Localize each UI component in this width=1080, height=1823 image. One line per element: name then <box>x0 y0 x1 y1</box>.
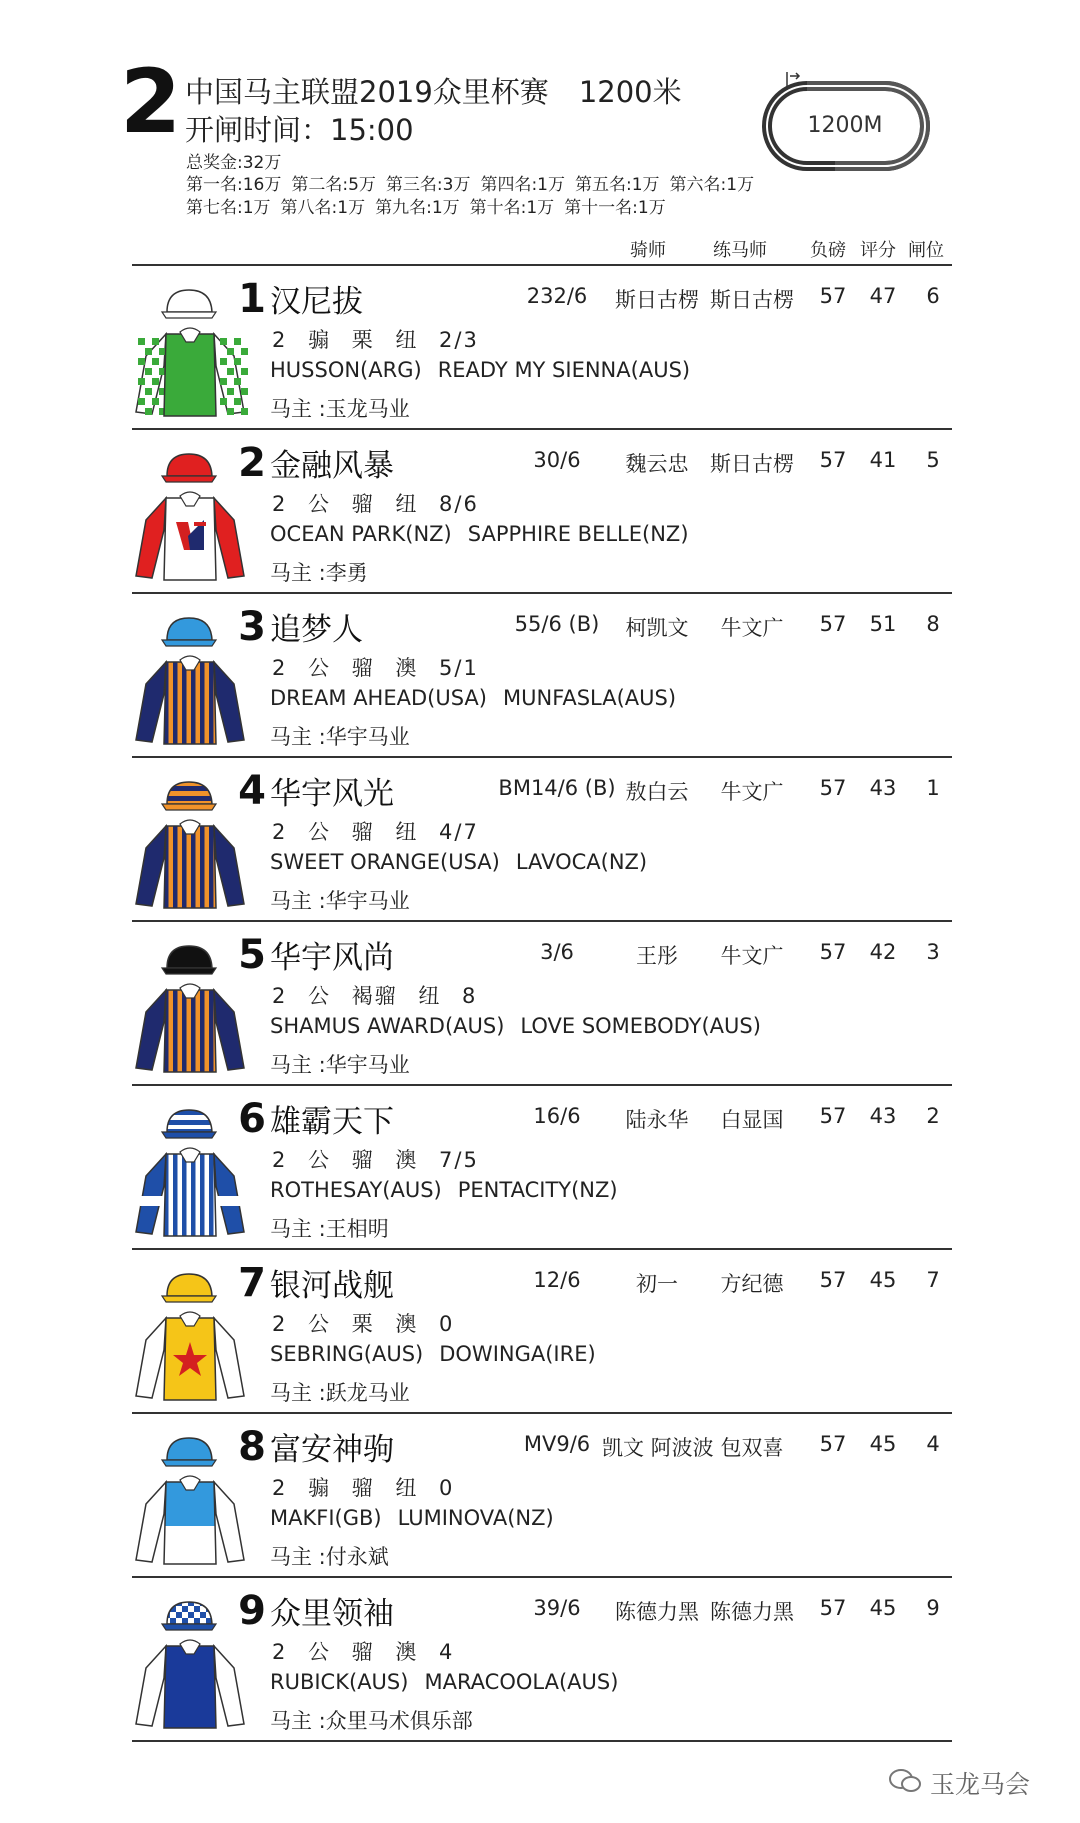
col-load: 负磅 <box>810 240 846 261</box>
horse-row <box>132 1086 952 1250</box>
horse-weight-rating: MV9/6 <box>523 1432 591 1456</box>
prize-item: 第三名:3万 <box>385 175 471 195</box>
load-weight: 57 <box>819 1104 847 1128</box>
horse-number: 7 <box>238 1260 266 1306</box>
draw: 9 <box>926 1596 940 1620</box>
prize-item: 第八名:1万 <box>280 198 366 218</box>
pedigree <box>270 1506 554 1530</box>
load-weight: 57 <box>819 448 847 472</box>
draw: 6 <box>926 284 940 308</box>
horse-info: 2 公 骝 澳 7/5 <box>272 1148 479 1172</box>
owner: 马主 :付永斌 <box>270 1545 389 1569</box>
rating: 47 <box>869 284 897 308</box>
track-diagram <box>735 68 955 183</box>
horse-name: 众里领袖 <box>270 1596 394 1632</box>
horse-number: 9 <box>238 1588 266 1634</box>
dam: LAVOCA(NZ) <box>515 850 648 874</box>
horse-name: 富安神驹 <box>270 1432 394 1468</box>
sire: OCEAN PARK(NZ) <box>270 522 452 546</box>
col-draw: 闸位 <box>908 240 944 261</box>
owner: 马主 :跃龙马业 <box>270 1381 410 1405</box>
col-rating: 评分 <box>860 240 896 261</box>
trainer-name: 陈德力黑 <box>710 1600 794 1624</box>
jockey-name: 魏云忠 <box>625 452 689 476</box>
horse-row <box>132 430 952 594</box>
owner: 马主 :王相明 <box>270 1217 389 1241</box>
horse-number: 3 <box>238 604 266 650</box>
horse-info: 2 公 骝 纽 8/6 <box>272 492 479 516</box>
pedigree <box>270 850 647 874</box>
horse-row <box>132 594 952 758</box>
horse-weight-rating: 39/6 <box>533 1596 581 1620</box>
horse-row <box>132 758 952 922</box>
race-title-line <box>185 70 682 111</box>
draw: 1 <box>926 776 940 800</box>
horse-row <box>132 1414 952 1578</box>
pedigree <box>270 1178 618 1202</box>
horse-name: 追梦人 <box>270 612 363 648</box>
horse-name: 银河战舰 <box>270 1268 394 1304</box>
start-time: 开闸时间：15:00 <box>185 113 414 147</box>
prize-line-2 <box>186 193 676 218</box>
horse-name: 金融风暴 <box>270 448 394 484</box>
owner: 马主 :玉龙马业 <box>270 397 410 421</box>
col-jockey: 骑师 <box>630 240 666 261</box>
pedigree <box>270 686 676 710</box>
horse-number: 5 <box>238 932 266 978</box>
jockey-name: 初一 <box>636 1272 678 1296</box>
horse-info: 2 公 褐骝 纽 8 <box>272 984 478 1008</box>
horse-name: 华宇风光 <box>270 776 394 812</box>
trainer-name: 牛文广 <box>720 780 784 804</box>
trainer-name: 牛文广 <box>720 944 784 968</box>
load-weight: 57 <box>819 776 847 800</box>
rating: 51 <box>869 612 897 636</box>
row-divider <box>132 1740 952 1742</box>
pedigree <box>270 1342 596 1366</box>
jockey-name: 陈德力黑 <box>615 1600 699 1624</box>
draw: 4 <box>926 1432 940 1456</box>
horse-info: 2 公 骝 澳 4 <box>272 1640 455 1664</box>
draw: 5 <box>926 448 940 472</box>
sire: ROTHESAY(AUS) <box>270 1178 442 1202</box>
horse-info: 2 公 栗 澳 0 <box>272 1312 455 1336</box>
jockey-name: 凯文 阿波波 <box>602 1436 714 1460</box>
dam: LOVE SOMEBODY(AUS) <box>520 1014 761 1038</box>
sire: SEBRING(AUS) <box>270 1342 424 1366</box>
load-weight: 57 <box>819 1596 847 1620</box>
horse-weight-rating: 12/6 <box>533 1268 581 1292</box>
dam: MUNFASLA(AUS) <box>503 686 677 710</box>
horse-name: 汉尼拔 <box>270 284 363 320</box>
prize-item: 第四名:1万 <box>480 175 565 195</box>
load-weight: 57 <box>819 612 847 636</box>
load-weight: 57 <box>819 284 847 308</box>
horse-row <box>132 922 952 1086</box>
owner: 马主 :华宇马业 <box>270 889 410 913</box>
horse-name: 雄霸天下 <box>270 1104 394 1140</box>
horse-row <box>132 1578 952 1742</box>
horse-weight-rating: BM14/6 (B) <box>498 776 616 800</box>
prize-item: 第五名:1万 <box>575 175 660 195</box>
rating: 43 <box>869 1104 897 1128</box>
pedigree <box>270 358 690 382</box>
prize-item: 第十一名:1万 <box>564 198 666 218</box>
rating: 43 <box>869 776 897 800</box>
sire: DREAM AHEAD(USA) <box>270 686 487 710</box>
horse-row <box>132 1250 952 1414</box>
draw: 3 <box>926 940 940 964</box>
dam: SAPPHIRE BELLE(NZ) <box>467 522 689 546</box>
rating: 41 <box>869 448 897 472</box>
prize-item: 第二名:5万 <box>291 175 376 195</box>
load-weight: 57 <box>819 1268 847 1292</box>
sire: RUBICK(AUS) <box>270 1670 409 1694</box>
horse-number: 8 <box>238 1424 266 1470</box>
track-label: 1200M <box>807 113 883 138</box>
trainer-name: 方纪德 <box>720 1272 784 1296</box>
race-title: 中国马主联盟2019众里杯赛 <box>185 75 549 109</box>
prize-item: 第十名:1万 <box>469 198 555 218</box>
rating: 45 <box>869 1432 897 1456</box>
trainer-name: 白显国 <box>720 1108 784 1132</box>
draw: 2 <box>926 1104 940 1128</box>
horse-info: 2 公 骝 纽 4/7 <box>272 820 479 844</box>
col-trainer: 练马师 <box>713 240 767 261</box>
draw: 8 <box>926 612 940 636</box>
jockey-name: 柯凯文 <box>625 616 689 640</box>
pedigree <box>270 522 689 546</box>
jockey-name: 斯日古楞 <box>615 288 699 312</box>
draw: 7 <box>926 1268 940 1292</box>
trainer-name: 牛文广 <box>720 616 784 640</box>
trainer-name: 斯日古楞 <box>710 452 794 476</box>
load-weight: 57 <box>819 940 847 964</box>
prize-line-1 <box>186 170 764 195</box>
pedigree <box>270 1014 761 1038</box>
dam: PENTACITY(NZ) <box>457 1178 618 1202</box>
dam: LUMINOVA(NZ) <box>397 1506 554 1530</box>
horse-info: 2 骟 骝 纽 0 <box>272 1476 455 1500</box>
race-number: 2 <box>120 50 182 153</box>
horse-row <box>132 266 952 430</box>
rating: 42 <box>869 940 897 964</box>
jockey-name: 陆永华 <box>625 1108 689 1132</box>
dam: DOWINGA(IRE) <box>439 1342 596 1366</box>
jockey-name: 敖白云 <box>625 780 689 804</box>
horse-weight-rating: 55/6 (B) <box>514 612 600 636</box>
prize-item: 第一名:16万 <box>186 175 282 195</box>
sire: MAKFI(GB) <box>270 1506 382 1530</box>
load-weight: 57 <box>819 1432 847 1456</box>
sire: HUSSON(ARG) <box>270 358 422 382</box>
trainer-name: 斯日古楞 <box>710 288 794 312</box>
race-distance: 1200米 <box>578 75 682 109</box>
dam: MARACOOLA(AUS) <box>424 1670 619 1694</box>
rating: 45 <box>869 1268 897 1292</box>
owner: 马主 :华宇马业 <box>270 725 410 749</box>
trainer-name: 包双喜 <box>720 1436 784 1460</box>
horse-number: 4 <box>238 768 266 814</box>
dam: READY MY SIENNA(AUS) <box>437 358 691 382</box>
sire: SHAMUS AWARD(AUS) <box>270 1014 505 1038</box>
prize-item: 第六名:1万 <box>669 175 755 195</box>
horse-name: 华宇风尚 <box>270 940 394 976</box>
sire: SWEET ORANGE(USA) <box>270 850 500 874</box>
horse-number: 2 <box>238 440 266 486</box>
prize-item: 第九名:1万 <box>375 198 460 218</box>
horse-number: 1 <box>238 276 266 322</box>
horse-weight-rating: 232/6 <box>526 284 588 308</box>
owner: 马主 :众里马术俱乐部 <box>270 1709 473 1733</box>
horse-weight-rating: 16/6 <box>533 1104 581 1128</box>
prize-total: 总奖金:32万 <box>186 153 282 173</box>
owner: 马主 :李勇 <box>270 561 368 585</box>
pedigree <box>270 1670 618 1694</box>
owner: 马主 :华宇马业 <box>270 1053 410 1077</box>
prize-item: 第七名:1万 <box>186 198 271 218</box>
rating: 45 <box>869 1596 897 1620</box>
jockey-name: 王彤 <box>636 944 678 968</box>
horse-number: 6 <box>238 1096 266 1142</box>
horse-weight-rating: 3/6 <box>540 940 574 964</box>
watermark: 玉龙马会 <box>930 1770 1031 1799</box>
horse-weight-rating: 30/6 <box>533 448 581 472</box>
wechat-icon <box>888 1768 924 1794</box>
horse-info: 2 骟 栗 纽 2/3 <box>272 328 479 352</box>
horse-info: 2 公 骝 澳 5/1 <box>272 656 479 680</box>
